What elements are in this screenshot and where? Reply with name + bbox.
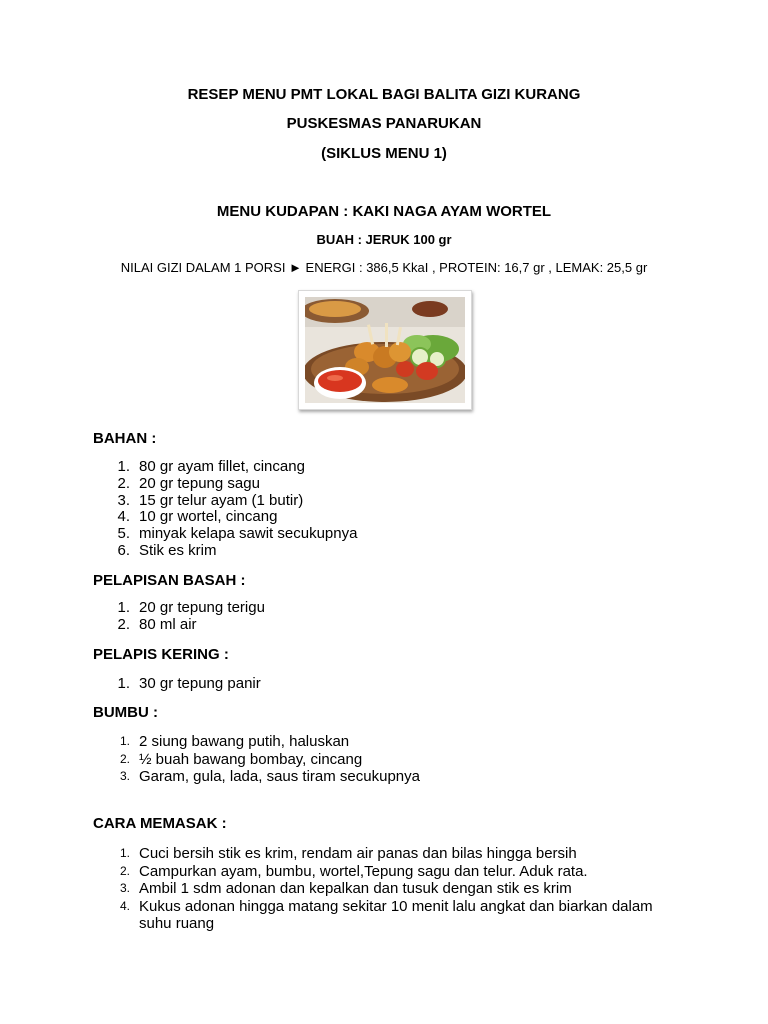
list-item-number: 2. <box>117 474 130 492</box>
list-item <box>110 617 265 634</box>
pelapisan-basah-heading: PELAPISAN BASAH : <box>93 572 246 589</box>
list-item-text: 20 gr tepung sagu <box>139 474 260 492</box>
list-item-number: 2. <box>117 615 130 633</box>
food-photo <box>298 290 472 410</box>
list-item-number: 2. <box>119 751 130 766</box>
food-illustration <box>305 297 465 403</box>
list-item <box>110 526 357 543</box>
list-item-number: 1. <box>117 458 130 475</box>
pelapis-kering-heading: PELAPIS KERING : <box>93 646 229 663</box>
title-line1: RESEP MENU PMT LOKAL BAGI BALITA GIZI KURANG <box>187 86 581 103</box>
list-item <box>110 898 653 933</box>
list-item <box>110 880 653 898</box>
list-item <box>110 676 261 693</box>
list-item-text: Stik es krim <box>139 541 217 559</box>
list-item-text: 10 gr wortel, cincang <box>139 508 278 526</box>
pelapisan-basah-list <box>110 600 265 634</box>
title-line2: PUSKESMAS PANARUKAN <box>286 115 482 132</box>
list-item <box>110 543 357 560</box>
list-item <box>110 751 420 769</box>
list-item-number: 4. <box>119 898 130 913</box>
list-item-text: Garam, gula, lada, saus tiram secukupnya <box>139 768 420 785</box>
title-line3: (SIKLUS MENU 1) <box>321 145 447 162</box>
list-item-number: 1. <box>117 675 130 692</box>
list-item <box>110 733 420 751</box>
list-item-number: 3. <box>119 769 130 783</box>
list-item-text: 20 gr tepung terigu <box>139 599 265 616</box>
list-item-text: Campurkan ayam, bumbu, wortel,Tepung sagu dan telur. Aduk rata. <box>139 862 588 880</box>
nutrition-line: NILAI GIZI DALAM 1 PORSI ► ENERGI : 386,5 KkaI , PROTEIN: 16,7 gr , LEMAK: 25,5 gr <box>120 260 648 275</box>
list-item-text: Cuci bersih stik es krim, rendam air panas dan bilas hingga bersih <box>139 845 577 862</box>
list-item-number: 3. <box>117 491 130 509</box>
bahan-heading: BAHAN : <box>93 430 157 447</box>
list-item <box>110 493 357 510</box>
list-item-number: 3. <box>119 881 130 895</box>
list-item <box>110 459 357 476</box>
list-item <box>110 476 357 493</box>
list-item-number: 1. <box>119 734 130 748</box>
bumbu-list <box>110 733 420 786</box>
list-item-text: Kukus adonan hingga matang sekitar 10 menit lalu angkat dan biarkan dalam <box>139 897 653 915</box>
list-item <box>110 600 265 617</box>
list-item-number: 4. <box>117 508 130 526</box>
list-item <box>110 768 420 786</box>
bumbu-heading: BUMBU : <box>93 704 158 721</box>
list-item-text: 15 gr telur ayam (1 butir) <box>139 491 304 509</box>
list-item-text: 30 gr tepung panir <box>139 675 261 692</box>
list-item-text: ½ buah bawang bombay, cincang <box>139 750 363 768</box>
list-item-text: 80 gr ayam fillet, cincang <box>139 458 305 475</box>
list-item-number: 6. <box>117 541 130 559</box>
list-item-text-continued: suhu ruang <box>139 915 215 932</box>
list-item <box>110 509 357 526</box>
list-item-number: 1. <box>119 846 130 860</box>
list-item-text: 2 siung bawang putih, haluskan <box>139 733 350 750</box>
fruit-line: BUAH : JERUK 100 gr <box>316 232 452 247</box>
list-item-text: 80 ml air <box>139 615 197 633</box>
list-item-number: 5. <box>117 525 130 543</box>
bahan-list <box>110 459 357 560</box>
cara-memasak-heading: CARA MEMASAK : <box>93 815 227 832</box>
list-item-number: 2. <box>119 863 130 878</box>
cara-memasak-list <box>110 845 653 933</box>
list-item-number: 1. <box>117 599 130 616</box>
list-item-text: minyak kelapa sawit secukupnya <box>139 525 358 543</box>
list-item <box>110 845 653 863</box>
list-item-text: Ambil 1 sdm adonan dan kepalkan dan tusuk dengan stik es krim <box>139 880 572 897</box>
pelapis-kering-list <box>110 676 261 693</box>
menu-title: MENU KUDAPAN : KAKI NAGA AYAM WORTEL <box>216 203 552 220</box>
list-item <box>110 863 653 881</box>
